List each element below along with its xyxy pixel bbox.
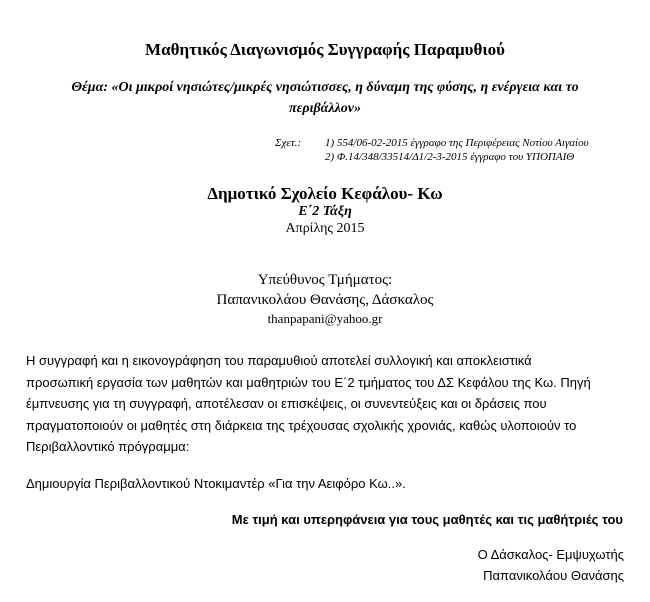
paragraph-line: Περιβαλλοντικό πρόγραμμα:: [26, 439, 190, 455]
documentary-line: Δημιουργία Περιβαλλοντικού Ντοκιμαντέρ «Για την Αειφόρο Κω..».: [26, 476, 406, 491]
teacher-email: thanpapani@yahoo.gr: [267, 311, 383, 326]
teacher-role: Υπεύθυνος Τμήματος:: [257, 272, 393, 288]
school-date: Απρίλης 2015: [285, 221, 365, 236]
paragraph-line: έμπνευσης για τη συγγραφή, αποτέλεσαν οι επισκέψεις, οι συνεντεύξεις και οι δράσεις που: [26, 396, 547, 412]
signature-role: Ο Δάσκαλος- Εμψυχωτής: [477, 547, 624, 562]
paragraph-line: προσωπική εργασία των μαθητών και μαθητριών του Ε΄2 τμήματος του ΔΣ Κεφάλου της Κω. Πηγή: [26, 374, 591, 390]
document-title: Μαθητικός Διαγωνισμός Συγγραφής Παραμυθιού: [145, 40, 505, 59]
subject-line: Θέμα: «Οι μικροί νησιώτες/μικρές νησιώτισσες, η δύναμη της φύσης, η ενέργεια και το: [71, 80, 579, 95]
signature-name: Παπανικολάου Θανάσης: [483, 568, 624, 583]
dedication: Με τιμή και υπερηφάνεια για τους μαθητές και τις μαθήτριές του: [231, 512, 623, 527]
teacher-name: Παπανικολάου Θανάσης, Δάσκαλος: [216, 292, 434, 308]
school-name: Δημοτικό Σχολείο Κεφάλου- Κω: [207, 184, 443, 203]
reference-item: 1) 554/06-02-2015 έγγραφο της Περιφέρειας Νοτίου Αιγαίου: [325, 137, 589, 149]
body-paragraph: [26, 350, 626, 458]
references-label: Σχετ.:: [275, 137, 302, 149]
reference-item: 2) Φ.14/348/33514/Δ1/2-3-2015 έγγραφο του ΥΠΟΠΑΙΘ: [325, 151, 575, 163]
subject-line-continued: περιβάλλον»: [288, 101, 362, 116]
school-class: Ε΄2 Τάξη: [298, 204, 352, 219]
paragraph-line: πραγματοποιούν οι μαθητές στη διάρκεια της τρέχουσας σχολικής χρονιάς, καθώς υλοποιούν το: [26, 417, 577, 433]
paragraph-line: Η συγγραφή και η εικονογράφηση του παραμυθιού αποτελεί συλλογική και αποκλειστικά: [26, 353, 532, 368]
